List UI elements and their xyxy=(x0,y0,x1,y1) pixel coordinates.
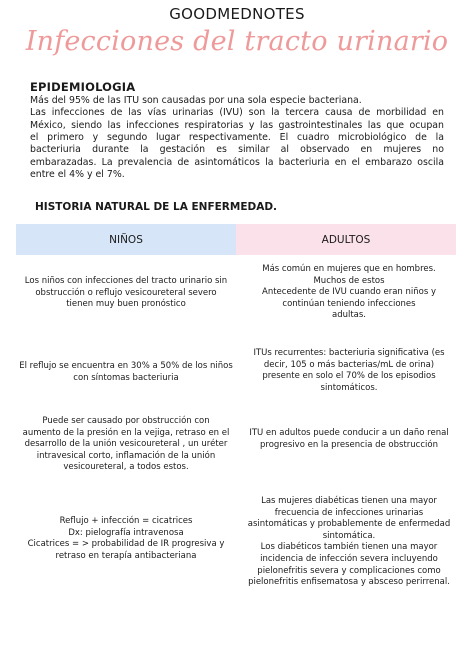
epidemiology-line: bacteriuria durante la gestación es similar al observado en mujeres no xyxy=(30,144,444,156)
cell-line: desarrollo de la unión vesicoureteral , un uréter xyxy=(24,439,228,450)
adultos-cell xyxy=(238,264,460,322)
cell-line: Los diabéticos también tienen una mayor xyxy=(260,542,438,553)
cell-line: sintomáticos. xyxy=(320,382,378,393)
epidemiology-line: Más del 95% de las ITU son causadas por una sola especie bacteriana. xyxy=(30,95,362,106)
cell-line: Reflujo + infección = cicatrices xyxy=(59,516,193,526)
page-title: Infecciones del tracto urinario xyxy=(25,26,449,57)
cell-line: Los niños con infecciones del tracto urinario sin xyxy=(24,276,228,286)
cell-line: ITU en adultos puede conducir a un daño renal xyxy=(249,428,449,438)
ninos-cell xyxy=(16,276,236,311)
epidemiology-line: embarazadas. La prevalencia de asintomáticos la bacteriuria en el embarazo oscila xyxy=(30,156,444,168)
cell-line: Más común en mujeres que en hombres. xyxy=(262,264,436,274)
cell-line: El reflujo se encuentra en 30% a 50% de los niños xyxy=(19,361,233,371)
cell-line: Puede ser causado por obstrucción con xyxy=(42,416,210,426)
cell-line: continúan teniendo infecciones xyxy=(282,298,416,309)
adultos-cell xyxy=(238,496,460,589)
cell-line: pielonefritis severa y complicaciones como xyxy=(257,565,441,576)
cell-line: aumento de la presión en la vejiga, retraso en el xyxy=(22,427,230,438)
epidemiology-line: el primero y segundo lugar respectivamente. El cuadro microbiológico de la xyxy=(30,132,444,144)
cell-line: con síntomas bacteriuria xyxy=(73,372,179,383)
cell-line: retraso en terapía antibacteriana xyxy=(55,550,197,561)
adultos-cell xyxy=(238,428,460,451)
ninos-cell xyxy=(16,416,236,474)
cell-line: Muchos de estos xyxy=(313,275,385,286)
cell-line: intravesical corto, inflamación de la unión xyxy=(36,450,216,461)
cell-line: decir, 105 o más bacterias/mL de orina) xyxy=(263,359,435,370)
cell-line: Cicatrices = > probabilidad de IR progresiva y xyxy=(27,539,225,550)
table-header-adultos: ADULTOS xyxy=(236,224,456,255)
epidemiology-heading: EPIDEMIOLOGIA xyxy=(30,80,136,94)
cell-line: pielonefritis enfisematosa y absceso perirrenal. xyxy=(248,577,450,588)
adultos-cell xyxy=(238,348,460,394)
history-heading: HISTORIA NATURAL DE LA ENFERMEDAD. xyxy=(35,201,278,213)
cell-line: incidencia de infección severa incluyendo xyxy=(260,553,438,564)
cell-line: progresivo en la presencia de obstrucción xyxy=(260,439,438,450)
epidemiology-line: México, siendo las infecciones respiratorias y las gastrointestinales las que ocupan xyxy=(30,119,444,131)
ninos-cell xyxy=(16,516,236,562)
cell-line: Antecedente de IVU cuando eran niños y xyxy=(262,287,436,298)
cell-line: presente en solo el 70% de los episodios xyxy=(262,371,436,382)
cell-line: asintomáticas y probablemente de enfermedad xyxy=(247,519,451,530)
cell-line: adultas. xyxy=(331,310,367,321)
table-header-ninos: NIÑOS xyxy=(16,224,236,255)
brand-name: GOODMEDNOTES xyxy=(169,5,305,23)
cell-line: Las mujeres diabéticas tienen una mayor xyxy=(261,496,437,506)
cell-line: frecuencia de infecciones urinarias xyxy=(274,507,424,518)
cell-line: obstrucción o reflujo vesicoureteral severo xyxy=(35,287,217,298)
cell-line: ITUs recurrentes: bacteriuria significativa (es xyxy=(253,348,445,358)
ninos-cell xyxy=(16,361,236,384)
epidemiology-text xyxy=(30,95,444,181)
cell-line: Dx: pielografía intravenosa xyxy=(68,527,184,538)
cell-line: sintomática. xyxy=(322,530,376,541)
epidemiology-line: entre el 4% y el 7%. xyxy=(30,169,125,181)
epidemiology-line: Las infecciones de las vías urinarias (IVU) son la tercera causa de morbilidad en xyxy=(30,107,444,119)
cell-line: vesicoureteral, a todos estos. xyxy=(63,462,189,473)
cell-line: tienen muy buen pronóstico xyxy=(66,299,186,310)
